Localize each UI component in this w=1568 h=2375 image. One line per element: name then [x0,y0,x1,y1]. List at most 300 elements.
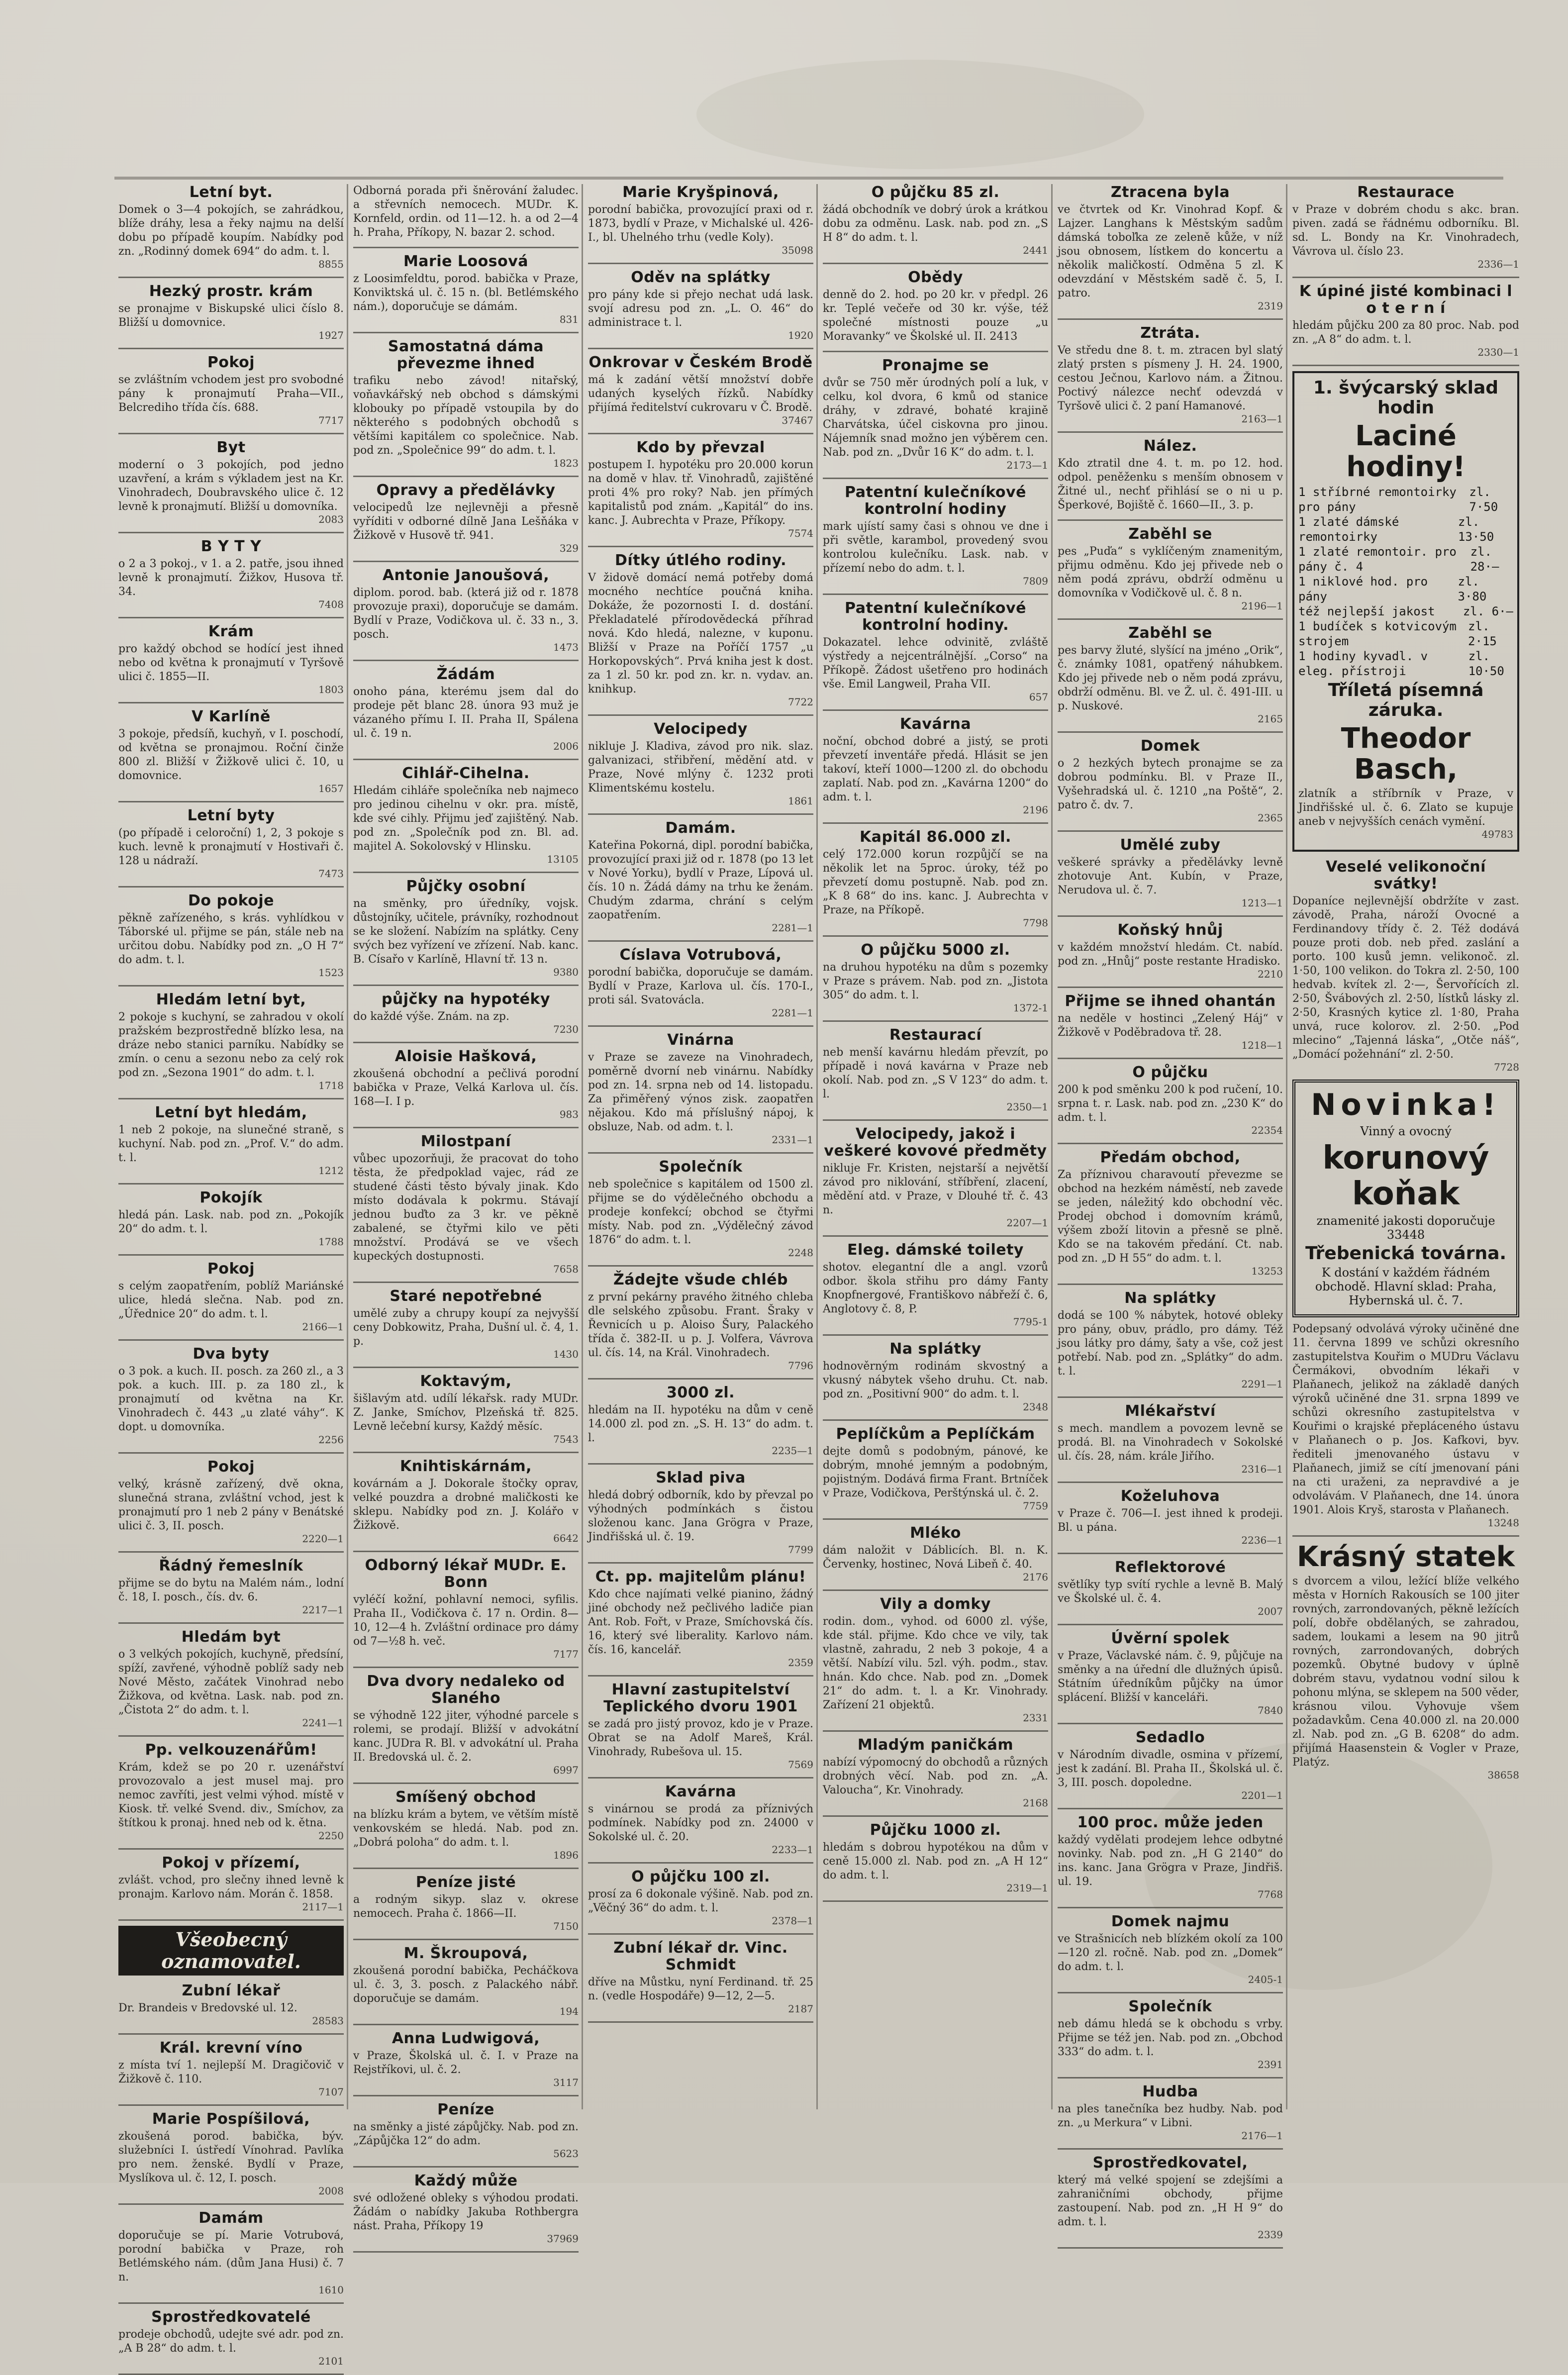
novinka-title: Novinka! [1311,1088,1501,1122]
ad-text: onoho pána, kterému jsem dal do prodeje pět blanc 28. února 93 muž je vázaného přímu I. II. Praha II, Spálena ul. č. 19 n. [353,686,579,740]
ad-number: 2378—1 [772,1915,813,1927]
classified-ad [1058,922,1283,980]
ad-title: Řádný řemeslník [159,1557,303,1575]
ad-number: 1610 [318,2284,344,2296]
ad-divider [1058,318,1283,320]
ad-text: dám naložit v Dáblicích. Bl. n. K. Červenky, hostinec, Nová Libeň č. 40. [823,1544,1048,1571]
watch-price-list [1298,485,1513,679]
ad-number: 2350—1 [1006,1101,1048,1113]
ad-title: Zubní lékař dr. Vinc. Schmidt [613,1939,788,1974]
ad-number: 2359 [788,1657,813,1669]
classified-ad [1058,2155,1283,2240]
ad-number: 2391 [1258,2059,1283,2071]
ad-text: rodin. dom., vyhod. od 6000 zl. výše, kde stál. přijme. Kdo chce ve vily, tak vlastně, zahradu, 2 neb 3 pokoje, 4 a větší. Nabízí vilu. 5zl. výh. podm., stav. hnán. Kdo chce. Nab. pod zn. „Domek 21“ do adm. t. l. a Kr. Vinohrady. Zařízení 21 objektů. [823,1615,1048,1711]
ad-title: 3000 zl. [666,1384,735,1401]
classified-ad [353,253,579,325]
ad-title: Staré nepotřebné [390,1287,542,1305]
ad-title: Samostatná dáma převezme ihned [388,338,544,372]
ad-number: 2217—1 [302,1604,344,1616]
classified-ad [823,1341,1048,1412]
ad-number: 2339 [1258,2229,1283,2241]
ad-divider [118,1183,344,1185]
classified-ad [823,1027,1048,1112]
ad-title: Eleg. dámské toilety [847,1241,1024,1259]
ad-number: 329 [559,542,579,554]
ad-text: se výhodně 122 jiter, výhodné parcele s rolemi, se prodají. Bližší v advokátní kanc. JUDra R. Bl. v advokátní ul. Praha II. Bredovská ul. č. 2. [353,1709,579,1764]
ad-text: dvůr se 750 měr úrodných polí a luk, v celku, kol dvora, 6 kmů od stanice dráhy, v zdravé, bohaté krajině Charvátska, účel ciskovna pro jinou. Nájemník snad možno jen výběrem cen. Nab. pod zn. „Dvůr 16 K“ do adm. t. l. [823,377,1048,459]
ad-title: Kapitál 86.000 zl. [860,828,1011,846]
price-row [1298,514,1513,544]
ad-number: 49783 [1481,828,1513,840]
price-row [1298,544,1513,574]
ad-text: zkoušená porod. babička, býv. služebníci I. ústředí Vínohrad. Pavlíka pro nem. ženské. Bydlí v Praze, Myslíkova ul. č. 12, I. posch. [118,2130,344,2184]
classified-ad [588,1385,813,1456]
ad-number: 2007 [1258,1605,1283,1617]
ad-title: Zubní lékař [182,1982,281,1999]
ad-title: 100 proc. může jeden [1077,1814,1264,1831]
ad-text: denně do 2. hod. po 20 kr. v předpl. 26 kr. Teplé večeře od 30 kr. výše, též společné místnosti pouze „u Moravanky“ ve Školské ul. II. 2413 [823,289,1048,343]
ad-number: 5623 [553,2148,579,2160]
ad-divider [1058,2247,1283,2249]
ad-number: 2281—1 [772,922,813,934]
watch-headline: Laciné hodiny! [1346,420,1466,483]
price-item-value: zl. 6·— [1463,604,1513,618]
ad-title: Velocipedy, jakož i veškeré kovové předměty [824,1125,1047,1160]
ad-number: 7799 [788,1544,813,1556]
ad-text: doporučuje se pí. Marie Votrubová, porodní babička v Praze, roh Betlémského nám. (dům Jana Husi) č. 7 n. [118,2229,344,2283]
ad-number: 1657 [318,783,344,794]
ad-number: 13248 [1487,1517,1519,1529]
classified-ad [1058,1559,1283,1617]
classified-ad [588,354,813,426]
ad-text: dejte domů s podobným, pánové, ke dobrým, mnohé jemným a podobným, pojistným. Dodává firma Frant. Brtníček v Praze, Vodičkova, Perštýnská ul. č. 2. [823,1445,1048,1499]
ad-divider [353,759,579,760]
ad-divider [353,2251,579,2253]
ad-divider [823,351,1048,352]
ad-number: 2348 [1023,1401,1048,1413]
ad-divider [823,478,1048,479]
ad-number: 7230 [553,1023,579,1035]
ad-number: 7408 [318,598,344,610]
classified-ad [118,1629,344,1728]
ad-number: 2187 [788,2003,813,2015]
ad-number: 2173—1 [1006,459,1048,471]
ad-text: své odložené obleky s výhodou prodati. Žádám o nabídky Jakuba Rothbergra nást. Praha, Příkopy 19 [353,2192,579,2232]
ad-text: s celým zaopatřením, poblíž Mariánské ulice, hledá slečna. Nab. pod zn. „Úřednice 20“ do adm. t. l. [118,1280,344,1320]
ad-title: Mladým paničkám [857,1736,1014,1754]
ad-title: Umělé zuby [1120,836,1221,854]
classified-ad [353,2101,579,2159]
ad-divider [1058,1992,1283,1993]
easter-advert [1292,859,1519,1073]
ad-title: O půjčku [1132,1064,1208,1081]
ad-text: na směnky a jisté zápůjčky. Nab. pod zn. „Zápůjčka 12“ do adm. [353,2121,579,2147]
price-item-name: 1 budíček s kotvicovým strojem [1298,619,1457,648]
ad-title: Vily a domky [880,1595,991,1613]
classified-ad [353,1373,579,1445]
ad-divider [1058,1808,1283,1809]
ad-text: mark ujístí samy časi s ohnou ve dne i při světle, karambol, provedený svou kontrolou kulečníku. Lask. nab. v přízemí nebo do adm. t. l. [823,520,1048,575]
ad-title: Ztracena byla [1110,184,1230,201]
ad-title: Král. krevní víno [159,2039,303,2057]
classified-ad [588,269,813,341]
classified-ad [588,1272,813,1371]
classified-ad [118,623,344,695]
ad-text: vůbec upozorňuji, že pracovat do toho těsta, že předpoklad vajec, rád ze studené části těsto bývaly jinak. Kdo místo dodávala k pokrmu. Stávají jednou buďto za 3 kr. ve pěkně zabalené, se čtyřmi kilo ve pěti množství. Prodává se ve všech kupeckých dostupnosti. [353,1153,579,1263]
column-3 [588,184,818,2109]
ad-text: s vinárnou se prodá za příznivých podmínek. Nabídky pod zn. 24000 v Sokolské ul. č. 20. [588,1803,813,1843]
ad-title: Na splátky [889,1340,981,1358]
ad-number: 7574 [788,527,813,539]
novinka-factory: Třebenická továrna. [1305,1243,1507,1264]
ad-title: Přijme se ihned ohantán [1065,992,1276,1010]
ad-title: Pronajme se [882,357,989,374]
classified-ad [823,484,1048,587]
ad-number: 2168 [1023,1797,1048,1809]
classified-ad [1058,993,1283,1051]
ad-title: půjčky na hypotéky [381,990,551,1008]
ad-divider [823,263,1048,264]
ad-title: Mlékařství [1125,1402,1216,1420]
ad-title: Marie Pospíšilová, [152,2110,310,2128]
ad-divider [588,813,813,815]
classified-ad [353,338,579,469]
ad-title: V Karlíně [192,708,271,725]
ad-number: 1823 [553,457,579,469]
ad-text: veškeré správky a předělávky levně zhotovuje Ant. Kubín, v Praze, Nerudova ul. č. 7. [1058,856,1283,896]
ad-divider [118,532,344,533]
classified-ad [118,708,344,794]
ad-number: 1212 [318,1165,344,1177]
column-6 [1292,184,1522,2109]
ad-divider [588,1562,813,1564]
ad-number: 7717 [318,414,344,426]
ad-title: Damám. [665,819,736,837]
ad-divider [353,1667,579,1668]
ad-text: moderní o 3 pokojích, pod jedno uzavření, a krám s výkladem jest na Kr. Vinohradech, Doubravského ulice č. 12 levně k pronajmutí. Bližší u domovníka. [118,459,344,513]
ad-title: Zaběhl se [1128,525,1212,543]
column-1 [118,184,348,2367]
ad-number: 2330—1 [1477,346,1519,358]
ad-divider [588,1378,813,1380]
ad-number: 22354 [1251,1124,1283,1136]
ad-title: Koktavým, [420,1373,512,1390]
classified-ad [353,567,579,653]
classified-ad [1058,184,1283,311]
watch-guarantee: Tříletá písemná záruka. [1328,680,1484,720]
classified-ad [118,2309,344,2367]
ad-number: 2248 [788,1247,813,1259]
ad-text: pro pány kde si přejo nechat udá lask. svojí adresu pod zn. „L. O. 46“ do administrace t. l. [588,289,813,329]
ad-number: 2008 [318,2185,344,2197]
ad-title: Anna Ludwigová, [392,2030,540,2047]
classified-ad [1292,184,1519,270]
ad-title: Zaběhl se [1128,624,1212,642]
watch-intro: 1. švýcarský sklad hodin [1313,378,1499,418]
ad-text: zkoušená porodní babička, Pecháčkova ul. č. 3, 3. posch. z Palackého nábř. doporučuje se damám. [353,1965,579,2005]
ad-divider [118,702,344,703]
classified-ad [1058,1488,1283,1546]
estate-title: Krásný statek [1297,1541,1515,1573]
ad-text: o 2 hezkých bytech pronajme se za dobrou podmínku. Bl. v Praze II., Vyšehradská ul. č. 1210 „na Poště“, 2. patro č. dv. 7. [1058,757,1283,811]
ad-number: 37969 [547,2233,579,2245]
ad-divider [823,1119,1048,1121]
ad-divider [1058,1723,1283,1724]
ad-number: 7798 [1023,917,1048,929]
classified-ad [353,1458,579,1544]
ad-title: Pokoj v přízemí, [162,1854,300,1872]
ad-divider [823,1815,1048,1817]
classified-ad [588,1032,813,1145]
ad-number: 7795-1 [1013,1316,1048,1328]
classified-ad [823,1737,1048,1808]
ad-text: pes barvy žluté, slyšící na jméno „Orik“, č. známky 1081, opatřený náhubkem. Kdo jej přivede neb o něm podá zprávu, obdrží odměnu. Bl. ve Ž. ul. č. 491-III. u p. Nuskové. [1058,644,1283,712]
classified-ad [1058,625,1283,724]
classified-ad [118,1346,344,1445]
classified-ad [823,942,1048,1013]
classified-ad [118,538,344,610]
classified-ad [118,439,344,525]
classified-ad [588,1783,813,1855]
classified-ad [588,1470,813,1555]
ad-text: hledá dobrý odborník, kdo by převzal po výhodných podmínkách s čistou složenou kanc. Jana Grögra v Praze, Jindřišská ul. č. 19. [588,1489,813,1543]
ad-number: 7768 [1258,1888,1283,1900]
ad-divider [588,2021,813,2023]
ad-title: Odborný lékař MUDr. E. Bonn [365,1557,567,1591]
ad-title: Na splátky [1124,1289,1216,1307]
ad-title: Vinárna [667,1031,734,1049]
ad-text: na ples tanečníka bez hudby. Nab. pod zn. „u Merkura“ v Libni. [1058,2103,1283,2129]
ad-title: Letní byt hledám, [155,1104,307,1121]
ad-title: Ct. pp. majitelům plánu! [595,1568,806,1585]
ad-number: 37467 [782,414,813,426]
ad-text: Kateřina Pokorná, dipl. porodní babička, provozující praxi již od r. 1878 (po 13 let v Nové Yorku), bydlí v Praze, Lípová ul. čís. 10 n. Žádá dámy na trhu ke ženám. Chudým zdarma, chrání s celým zaopatřením. [588,839,813,921]
classified-ad [1058,325,1283,424]
estate-text: s dvorcem a vilou, ležící blíže velkého města v Horních Rakousích se 100 jiter rovných, zarrondovaných, pěkně ležících polí, dobře obdělaných, se zahradou, sadem, loukami a lesem na 90 jitrů rovných, zarrondovaných, dobrých pozemků. Obytné budovy v úplně dobrém stavu, vydatnou vodní silou k pohonu mlýna, se sklepem na 500 věder, krásnou vilou. Vyhovuje všem požadavkům. Cena 40.000 zl. na 20.000 zl. Nab. pod zn. „G B. 6208“ do adm. přijímá Haasenstein & Vogler v Praze, Platýz. [1292,1575,1519,1769]
ad-title: Marie Loosová [403,253,529,270]
classified-ad [353,1945,579,2017]
price-row [1298,485,1513,514]
ad-text: dodá se 100 % nábytek, hotové obleky pro pány, obuv, prádlo, pro dámy. Též jsou látky pro dámy, šaty a vše, což jest potřebí. Nab. pod zn. „Splátky“ do adm. t. l. [1058,1309,1283,1378]
classified-ad [588,439,813,539]
classified-ad [588,947,813,1018]
ad-title: Císlava Votrubová, [619,946,782,964]
ad-text: do každé výše. Znám. na zp. [353,1010,509,1023]
ad-divider [588,433,813,434]
ad-number: 2196 [1023,804,1048,816]
classified-ad [588,552,813,707]
ad-text: nabízí výpomocný do obchodů a různých drobných věcí. Nab. pod zn. „A. Valoucha“, Kr. Vinohrady. [823,1756,1048,1796]
ad-number: 2117—1 [302,1901,344,1913]
ad-text: Ve středu dne 8. t. m. ztracen byl slatý zlatý prsten s písmeny J. H. 24. 1900, cestou Ječnou, Karlovo nám. a Žitnou. Poctivý nálezce nechť odevzdá v Tyršově ulici č. 2 paní Hamanové. [1058,344,1283,412]
classified-ad [588,1569,813,1668]
price-item-value: zl. 13·50 [1458,515,1494,544]
classified-ad [118,2111,344,2196]
ad-number: 2201—1 [1241,1789,1283,1801]
ad-title: Předám obchod, [1100,1149,1241,1166]
ad-title: Velocipedy [654,720,748,738]
classified-ad [118,1558,344,1615]
ad-number: 2319 [1258,300,1283,312]
ad-divider [1058,731,1283,733]
ad-divider [823,594,1048,595]
ad-text: žádá obchodník ve dobrý úrok a krátkou dobu za odměnu. Lask. nab. pod zn. „S H 8“ do adm. t. l. [823,203,1048,244]
ad-title: Patentní kulečníkové kontrolní hodiny [845,484,1026,518]
classified-ad [353,1557,579,1660]
classified-ad [1058,1630,1283,1716]
price-item-name: 1 niklové hod. pro pány [1298,575,1428,603]
classified-ad [1058,1064,1283,1136]
ad-divider [823,1518,1048,1520]
classified-ad [1058,1998,1283,2070]
ad-text: neb menší kavárnu hledám převzít, po případě i nová kavárna v Praze neb okolí. Nab. pod zn. „S V 123“ do adm. t. l. [823,1046,1048,1100]
ad-text: hledám s dobrou hypotékou na dům v ceně 15.000 zl. Nab. pod zn. „A H 12“ do adm. t. l. [823,1841,1048,1881]
ad-text: na druhou hypotéku na dům s pozemky v Praze s právem. Nab. pod zn. „Jistota 305“ do adm. t. l. [823,961,1048,1001]
ad-title: Aloisie Hašková, [394,1048,537,1065]
ad-text: v každém množství hledám. Ct. nabíd. pod zn. „Hnůj“ poste restante Hradisko. [1058,941,1283,968]
ad-divider [353,660,579,661]
classified-ad [823,1822,1048,1893]
classified-ad [118,991,344,1091]
ad-text: 1 neb 2 pokoje, na slunečné straně, s kuchyní. Nab. pod zn. „Prof. V.“ do adm. t. l. [118,1124,344,1164]
ad-text: 3 pokoje, předsíň, kuchyň, v I. poschodí, od května se pronajmou. Roční činže 800 zl. Bližší v Žižkově ulici č. 10, u domovnice. [118,728,344,782]
classified-ad [1058,526,1283,611]
ad-title: Pokojík [199,1189,263,1206]
watch-owner: Theodor Basch, [1341,722,1471,786]
classified-ad [118,807,344,879]
ad-text: přijme se do bytu na Malém nám., lodní č. 18, I. posch., čís. dv. 6. [118,1577,344,1603]
ad-number: 1861 [788,795,813,807]
ad-divider [118,1551,344,1553]
classified-ad [823,600,1048,702]
ad-title: Hudba [1142,2083,1198,2100]
ad-text: Krám, kdež se po 20 r. uzenářství provozovalo a jest musel maj. pro nemoc zavříti, jest velmi výhod. místě v Kiosk. tř. velké Svend. div., Smíchov, za štítkou k pronaj. hned neb od k. ětna. [118,1761,344,1829]
ad-divider [118,1622,344,1624]
ad-title: Patentní kulečníkové kontrolní hodiny. [845,599,1026,634]
ad-divider [353,1367,579,1368]
ad-title: Smíšený obchod [395,1788,537,1806]
ad-title: Cihlář-Cihelna. [402,765,530,782]
ad-text: celý 172.000 korun rozpůjčí se na několik let na 5proc. úroky, též po převzetí domu postupně. Nab. pod zn. „K 8 68“ do ins. kanc. J. Aubrechta v Praze, na Příkopě. [823,848,1048,916]
ad-text: a rodným sikyp. slaz v. okrese nemocech. Praha č. 1866—II. [353,1893,579,1920]
ad-divider [1058,1143,1283,1144]
ad-divider [588,1463,813,1465]
ad-text: zvlášt. vchod, pro slečny ihned levně k pronajm. Karlovo nám. Morán č. 1858. [118,1874,344,1900]
ad-text: prodeje obchodů, udejte své adr. pod zn. „A B 28“ do adm. t. l. [118,2328,344,2355]
ad-number: 7722 [788,696,813,708]
ad-divider [588,1862,813,1864]
ad-divider [353,1282,579,1283]
ad-text: šišlavým atd. udílí lékařsk. rady MUDr. Z. Janke, Smíchov, Plzeňská tř. 825. Levně lečební kursy, Každý měsíc. [353,1392,579,1433]
ad-title: O půjčku 5000 zl. [861,941,1010,959]
ad-text: velocipedů lze nejlevněji a přesně vyříditi v odborné dílně Jana Lešňáka v Žižkově v Husově tř. 941. [353,501,579,542]
ad-text: z místa tví 1. nejlepší M. Dragičovič v Žižkově č. 110. [118,2059,344,2085]
ad-text: Za příznivou charavoutí převezme se obchod na hezkém náměstí, neb zavede se jeden, náležitý kdo obchodní věc. Prodej obchod i domovním krámů, výšem zboží litovin a přesně se plně. Kdo se na takovém předání. Ct. nab. pod zn. „D H 55“ do adm. t. l. [1058,1169,1283,1265]
ad-divider [1058,519,1283,521]
ad-title: Hlavní zastupitelství Teplického dvoru 1901 [603,1681,798,1715]
ad-title: Nález. [1143,437,1197,455]
ad-title: Půjčky osobní [406,878,526,895]
ad-title: Dva byty [193,1345,270,1363]
ad-title: Dítky útlého rodiny. [615,552,786,569]
ad-title: Do pokoje [188,892,274,909]
ad-title: O půjčku 100 zl. [631,1868,770,1885]
ad-divider [353,985,579,986]
ad-title: Koželuhova [1120,1487,1220,1505]
classified-ad [823,1126,1048,1228]
ad-text: dříve na Můstku, nyní Ferdinand. tř. 25 n. (vedle Hospodáře) 9—12, 2—5. [588,1976,813,2002]
ad-text: o 2 a 3 pokoj., v 1. a 2. patře, jsou ihned levně k pronajmutí. Žižkov, Husova tř. 34. [118,558,344,598]
price-row [1298,574,1513,604]
ad-divider [1058,431,1283,433]
ad-text: hledá pán. Lask. nab. pod zn. „Pokojík 20“ do adm. t. l. [118,1209,344,1235]
classified-ad [118,184,344,270]
ad-divider [353,1042,579,1043]
ad-number: 38658 [1487,1769,1519,1781]
ad-title: Oděv na splátky [631,269,771,286]
top-rule [114,177,1503,180]
ad-text: v Praze č. 706—I. jest ihned k prodeji. Bl. u pána. [1058,1507,1283,1534]
ad-text: Odborná porada při šněrování žaludec. a střevních nemocech. MUDr. K. Kornfeld, ordin. od 11—12. h. a od 2—4 h. Praha, Příkopy, N. bazar 2. schod. [353,185,579,239]
ad-divider [1058,915,1283,917]
ad-divider [118,2104,344,2106]
classified-ad [1058,1149,1283,1277]
ad-divider [118,1339,344,1341]
classified-ad [118,283,344,341]
ad-title: Hezký prostr. krám [149,283,313,300]
ad-number: 1430 [553,1348,579,1360]
ad-title: Knihtiskárnám, [400,1458,532,1475]
estate-advert [1292,1542,1519,1781]
classified-ad [118,1261,344,1332]
ad-text: Kdo ztratil dne 4. t. m. po 12. hod. odpol. peněženku s menším obnosem v Žitné ul., nechť přihlásí se o ni u p. Šperkové, Bojiště č. 1660—II., 3. p. [1058,457,1283,511]
ad-divider [1058,1058,1283,1059]
ad-number: 2241—1 [302,1717,344,1729]
ad-divider [1058,987,1283,988]
classified-ad [118,1742,344,1841]
ad-text: zkoušená obchodní a pečlivá porodní babička v Praze, Velká Karlova ul. čís. 168—I. I p. [353,1068,579,1108]
ad-text: neb společnice s kapitálem od 1500 zl. přijme se do výdělečného obchodu a prodeje konfekcí; obchod se čtyřmi místy. Nab. pod zn. „Výdělečný závod 1876“ do adm. t. l. [588,1178,813,1246]
ad-text: hledám na II. hypotéku na dům v ceně 14.000 zl. pod zn. „S. H. 13“ do adm. t. l. [588,1404,813,1444]
ad-text: (po případě i celoroční) 1, 2, 3 pokoje s kuch. levně k pronajmutí v Hostivaři č. 128 u nádraží. [118,827,344,867]
ad-divider [1058,1482,1283,1483]
classified-ad [1058,2083,1283,2141]
classified-ad [823,184,1048,256]
classified-ad [118,1855,344,1912]
column-2 [353,184,583,2245]
ad-number: 2176 [1023,1571,1048,1583]
ad-number: 2235—1 [772,1445,813,1457]
ad-number: 2331—1 [772,1134,813,1146]
ad-divider [353,1939,579,1940]
ad-number: 831 [559,313,579,325]
ad-number: 6997 [553,1764,579,1776]
ad-title: Mléko [910,1524,961,1542]
ad-number: 7796 [788,1360,813,1372]
price-item-value: zl. 10·50 [1468,649,1504,678]
ad-divider [353,1782,579,1784]
ad-text: pes „Puďa“ s vyklíčeným znamenitým, přijmu odměnu. Kdo jej přivede neb o něm podá zprávu, obdrží odměnu u domovníka v Vodičkově ul. č. 8 n. [1058,545,1283,599]
ad-text: na blízku krám a bytem, ve větším místě venkovském se hledá. Nab. pod zn. „Dobrá poloha“ do adm. t. l. [353,1808,579,1849]
ad-number: 1718 [318,1080,344,1091]
classified-ad [118,354,344,426]
price-row [1298,649,1513,679]
ad-number: 2006 [553,740,579,752]
ad-number: 2316—1 [1241,1463,1283,1475]
ad-divider [118,1098,344,1099]
ad-number: 2207—1 [1006,1217,1048,1229]
ad-text: ve Strašnicích neb blízkém okolí za 100—120 zl. ročně. Nab. pod zn. „Domek“ do adm. t. l. [1058,1933,1283,1973]
